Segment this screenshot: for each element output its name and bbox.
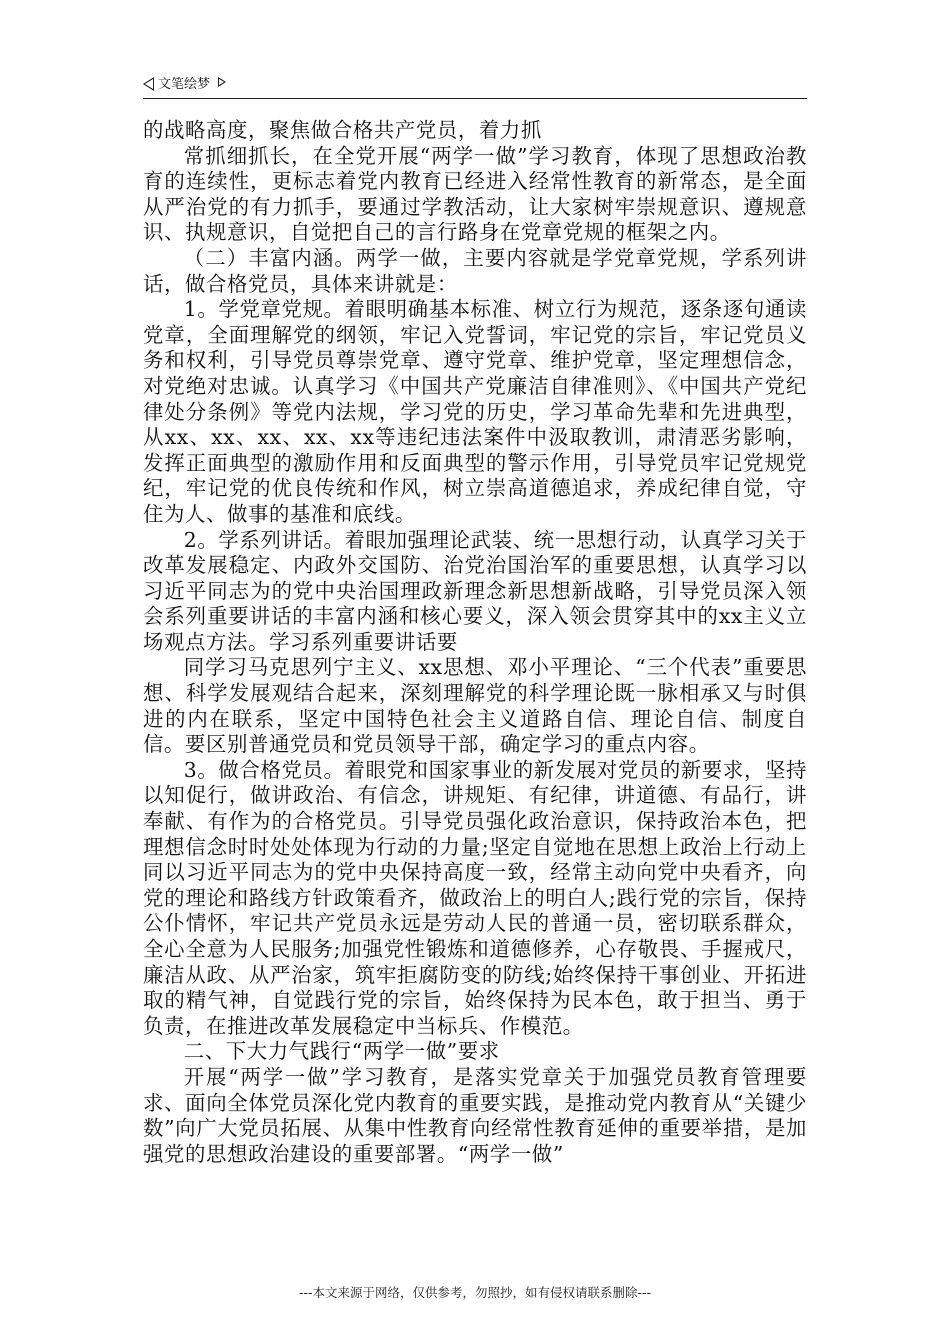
triangle-right-icon [218,77,226,87]
paragraph: 3。做合格党员。着眼党和国家事业的新发展对党员的新要求，坚持以知促行，做讲政治、有信念，讲规矩、有纪律，讲道德、有品行，讲奉献、有作为的合格党员。引导党员强化政治意识，保持政治本色，把理想信念时时处处体现为行动的力量;坚定自觉地在思想上政治上行动上同以习近平同志为的党中央保持高度一致，经常主动向党中央看齐，向党的理论和路线方针政策看齐，做政治上的明白人;践行党的宗旨，保持公仆情怀，牢记共产党员永远是劳动人民的普通一员，密切联系群众，全心全意为人民服务;加强党性锻炼和道德修养，心存敬畏、手握戒尺，廉洁从政、从严治家，筑牢拒腐防变的防线;始终保持干事创业、开拓进取的精气神，自觉践行党的宗旨，始终保持为民本色，敢于担当、勇于负责，在推进改革发展稳定中当标兵、作模范。 [143,757,807,1038]
section-heading: 二、下大力气践行“两学一做”要求 [183,1039,500,1064]
paragraph: 的战略高度，聚焦做合格共产党员，着力抓 [143,118,542,142]
page-header [143,74,807,99]
document-body [143,118,807,1167]
paragraph: 2。学系列讲话。着眼加强理论武装、统一思想行动，认真学习关于改革发展稳定、内政外交国防、治党治国治军的重要思想，认真学习以习近平同志为的党中央治国理政新理念新思想新战略，引导党员深入领会系列重要讲话的丰富内涵和核心要义，深入领会贯穿其中的xx主义立场观点方法。学习系列重要讲话要 [143,527,807,654]
footer-notice: ---本文来源于网络，仅供参考，勿照抄，如有侵权请联系删除--- [298,1285,652,1300]
header-brand: 文笔绘梦 [158,77,211,92]
paragraph: （二）丰富内涵。两学一做，主要内容就是学党章党规，学系列讲话，做合格党员，具体来讲就是： [143,245,807,296]
triangle-left-icon [143,77,154,91]
paragraph: 开展“两学一做”学习教育，是落实党章关于加强党员教育管理要求、面向全体党员深化党内教育的重要实践，是推动党内教育从“关键少数”向广大党员拓展、从集中性教育向经常性教育延伸的重要举措，是加强党的思想政治建设的重要部署。“两学一做” [143,1064,807,1166]
paragraph: 同学习马克思列宁主义、xx思想、邓小平理论、“三个代表”重要思想、科学发展观结合起来，深刻理解党的科学理论既一脉相承又与时俱进的内在联系，坚定中国特色社会主义道路自信、理论自信、制度自信。要区别普通党员和党员领导干部，确定学习的重点内容。 [143,655,807,757]
paragraph: 常抓细抓长，在全党开展“两学一做”学习教育，体现了思想政治教育的连续性，更标志着党内教育已经进入经常性教育的新常态，是全面从严治党的有力抓手，要通过学教活动，让大家树牢崇规意识、遵规意识、执规意识，自觉把自己的言行路身在党章党规的框架之内。 [143,143,807,245]
paragraph: 1。学党章党规。着眼明确基本标准、树立行为规范，逐条逐句通读党章，全面理解党的纲领，牢记入党誓词，牢记党的宗旨，牢记党员义务和权利，引导党员尊崇党章、遵守党章、维护党章，坚定理想信念，对党绝对忠诚。认真学习《中国共产党廉洁自律准则》、《中国共产党纪律处分条例》等党内法规，学习党的历史，学习革命先辈和先进典型，从xx、xx、xx、xx、xx等违纪违法案件中汲取教训，肃清恶劣影响，发挥正面典型的激励作用和反面典型的警示作用，引导党员牢记党规党纪，牢记党的优良传统和作风，树立崇高道德追求，养成纪律自觉，守住为人、做事的基准和底线。 [143,297,807,526]
